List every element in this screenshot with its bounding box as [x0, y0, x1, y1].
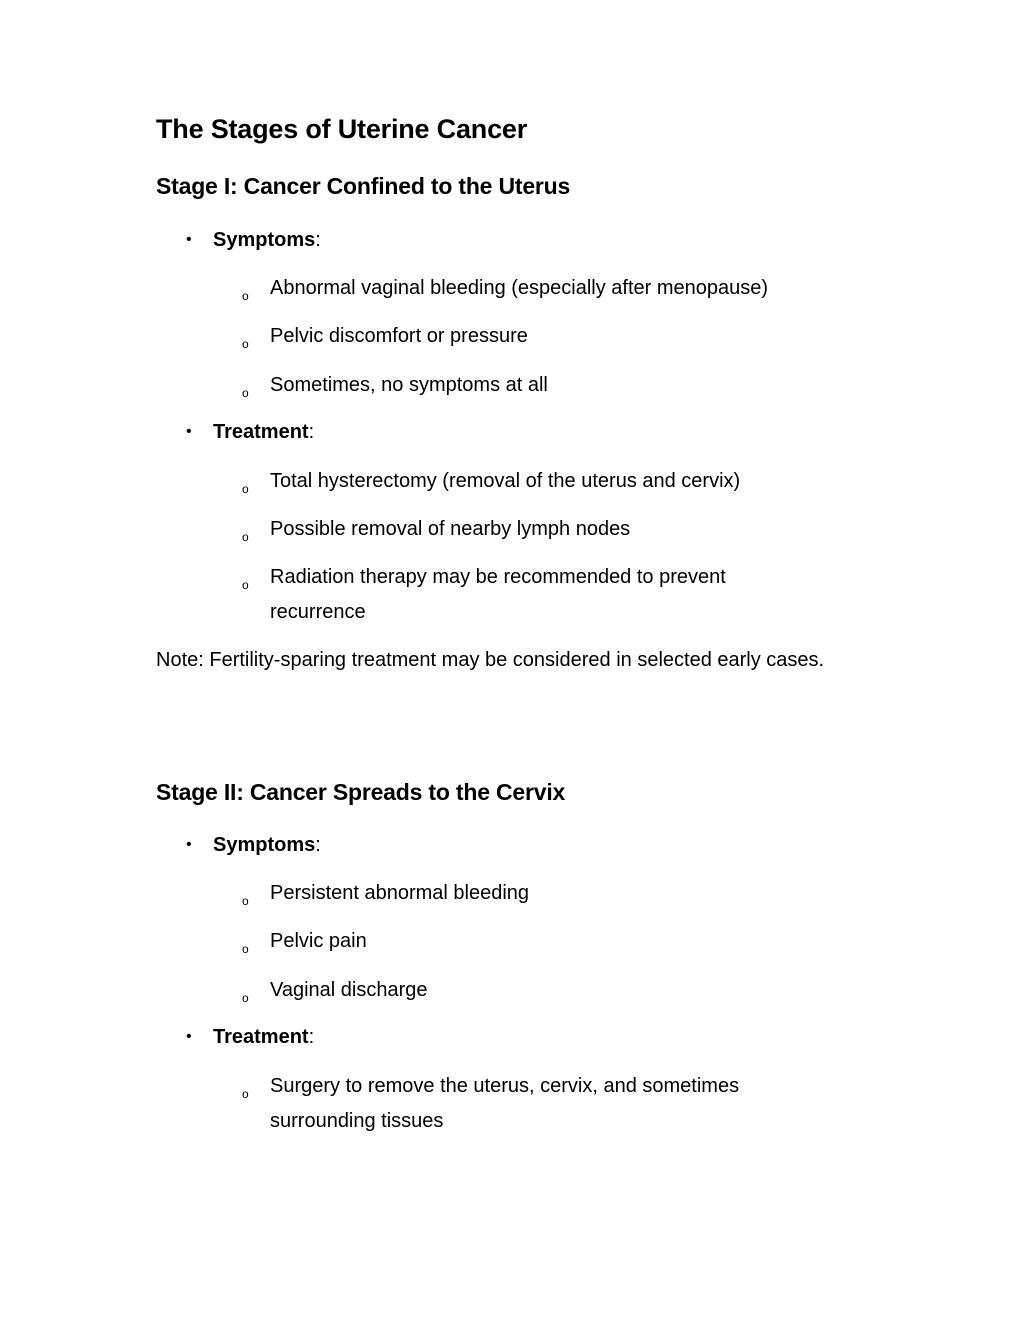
colon: : — [315, 229, 321, 251]
stage-2-symptoms-label: Symptoms — [213, 834, 316, 856]
stage-1-symptom: Abnormal vaginal bleeding (especially after menopause) — [270, 277, 769, 299]
bullet-icon: • — [186, 836, 192, 853]
sub-bullet-icon: o — [242, 991, 249, 1005]
sub-bullet-icon: o — [242, 530, 249, 544]
stage-2-symptom: Vaginal discharge — [270, 979, 428, 1001]
stage-1-symptoms-label: Symptoms — [213, 229, 316, 251]
sub-bullet-icon: o — [242, 942, 249, 956]
stage-2-treatment: Surgery to remove the uterus, cervix, and sometimes surrounding tissues — [270, 1075, 740, 1132]
sub-bullet-icon: o — [242, 482, 249, 496]
stage-2-heading: Stage II: Cancer Spreads to the Cervix — [156, 779, 566, 805]
stage-2-symptom: Persistent abnormal bleeding — [270, 882, 530, 904]
stage-1-treatment: Possible removal of nearby lymph nodes — [270, 518, 631, 540]
colon: : — [308, 1026, 315, 1048]
stage-2-treatment-label: Treatment — [213, 1026, 309, 1048]
sub-bullet-icon: o — [242, 289, 249, 303]
bullet-icon: • — [186, 1028, 192, 1045]
sub-bullet-icon: o — [242, 578, 249, 592]
colon: : — [315, 834, 321, 856]
stage-1-note: Note: Fertility-sparing treatment may be considered in selected early cases. — [156, 649, 825, 671]
colon: : — [308, 421, 315, 443]
stage-1-symptom: Pelvic discomfort or pressure — [270, 325, 528, 347]
document-title: The Stages of Uterine Cancer — [156, 114, 528, 144]
stage-1-heading: Stage I: Cancer Confined to the Uterus — [156, 173, 571, 199]
stage-1-treatment: Radiation therapy may be recommended to prevent recurrence — [270, 566, 726, 623]
stage-1-symptom: Sometimes, no symptoms at all — [270, 374, 548, 396]
stage-1-treatment: Total hysterectomy (removal of the uterus and cervix) — [270, 470, 741, 492]
sub-bullet-icon: o — [242, 894, 249, 908]
bullet-icon: • — [186, 231, 192, 248]
sub-bullet-icon: o — [242, 386, 249, 400]
bullet-icon: • — [186, 423, 192, 440]
sub-bullet-icon: o — [242, 1087, 249, 1101]
stage-1-treatment-label: Treatment — [213, 421, 309, 443]
stage-2-symptom: Pelvic pain — [270, 930, 367, 952]
sub-bullet-icon: o — [242, 337, 249, 351]
